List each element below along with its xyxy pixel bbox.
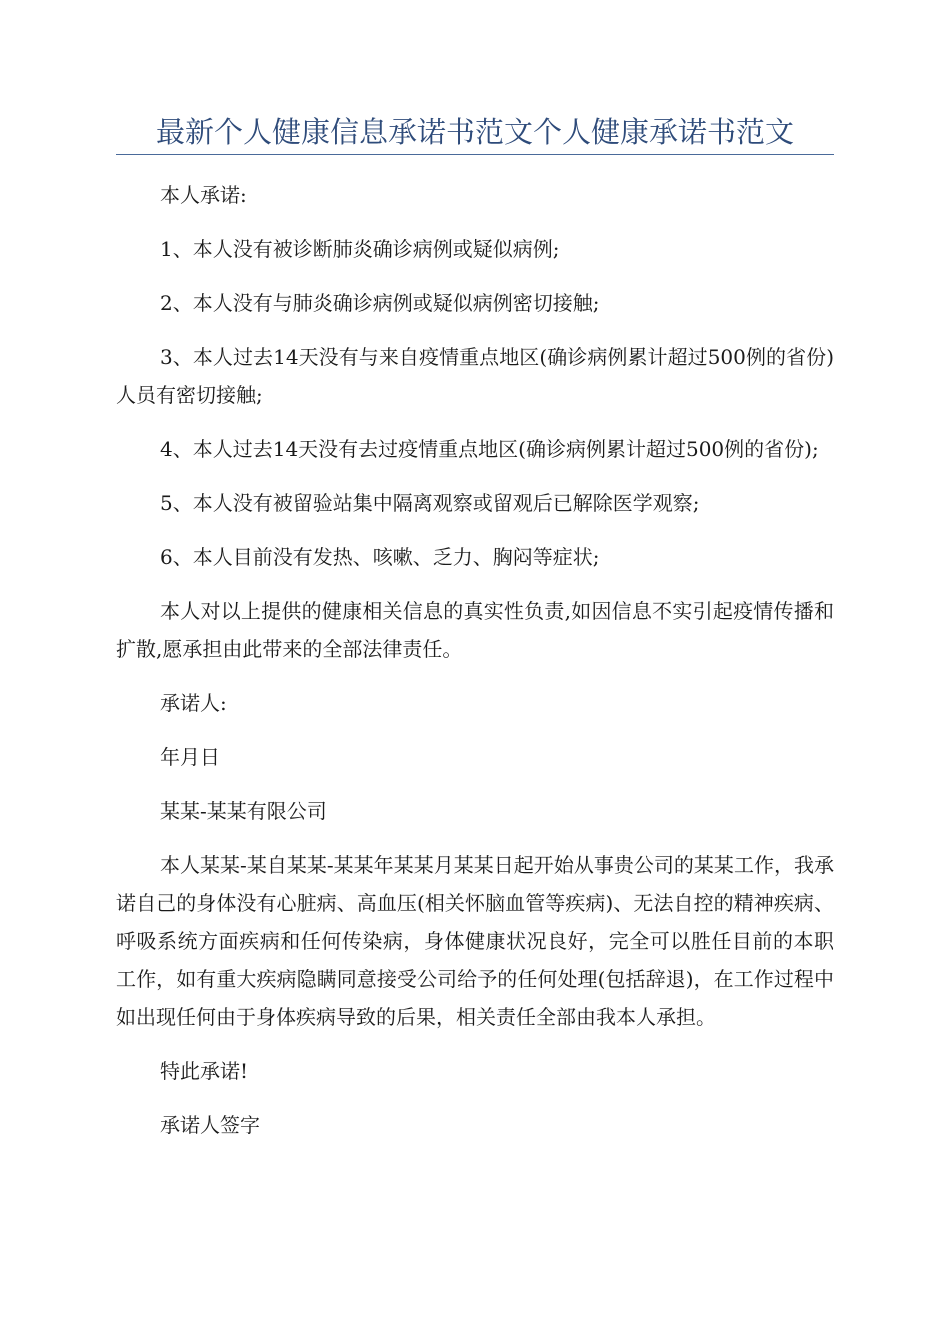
paragraph-item-2: 2、本人没有与肺炎确诊病例或疑似病例密切接触; [160, 291, 600, 315]
paragraph-signature-label: 承诺人签字 [160, 1113, 260, 1137]
paragraph-item-5: 5、本人没有被留验站集中隔离观察或留观后已解除医学观察; [160, 491, 700, 515]
paragraph-promisor-label: 承诺人: [160, 691, 227, 715]
document-body [116, 176, 834, 1160]
paragraph-item-1: 1、本人没有被诊断肺炎确诊病例或疑似病例; [160, 237, 560, 261]
title-underline [116, 154, 834, 155]
paragraph-company-name: 某某-某某有限公司 [160, 799, 327, 823]
paragraph-intro: 本人承诺: [160, 183, 247, 207]
page-title: 最新个人健康信息承诺书范文个人健康承诺书范文 [155, 115, 794, 149]
paragraph-date-label: 年月日 [160, 745, 220, 769]
paragraph-item-3: 3、本人过去14天没有与来自疫情重点地区(确诊病例累计超过500例的省份)人员有密切接触; [116, 345, 834, 407]
paragraph-closing: 特此承诺! [160, 1059, 249, 1083]
paragraph-employment-statement: 本人某某-某自某某-某某年某某月某某日起开始从事贵公司的某某工作，我承诺自己的身体没有心脏病、高血压(相关怀脑血管等疾病)、无法自控的精神疾病、呼吸系统方面疾病和任何传染病，身体健康状况良好，完全可以胜任目前的本职工作，如有重大疾病隐瞒同意接受公司给予的任何处理(包括辞退)，在工作过程中如出现任何由于身体疾病导致的后果，相关责任全部由我本人承担。 [116, 853, 834, 1029]
paragraph-responsibility: 本人对以上提供的健康相关信息的真实性负责,如因信息不实引起疫情传播和扩散,愿承担由此带来的全部法律责任。 [116, 599, 834, 661]
paragraph-item-4: 4、本人过去14天没有去过疫情重点地区(确诊病例累计超过500例的省份); [160, 437, 819, 461]
paragraph-item-6: 6、本人目前没有发热、咳嗽、乏力、胸闷等症状; [160, 545, 600, 569]
